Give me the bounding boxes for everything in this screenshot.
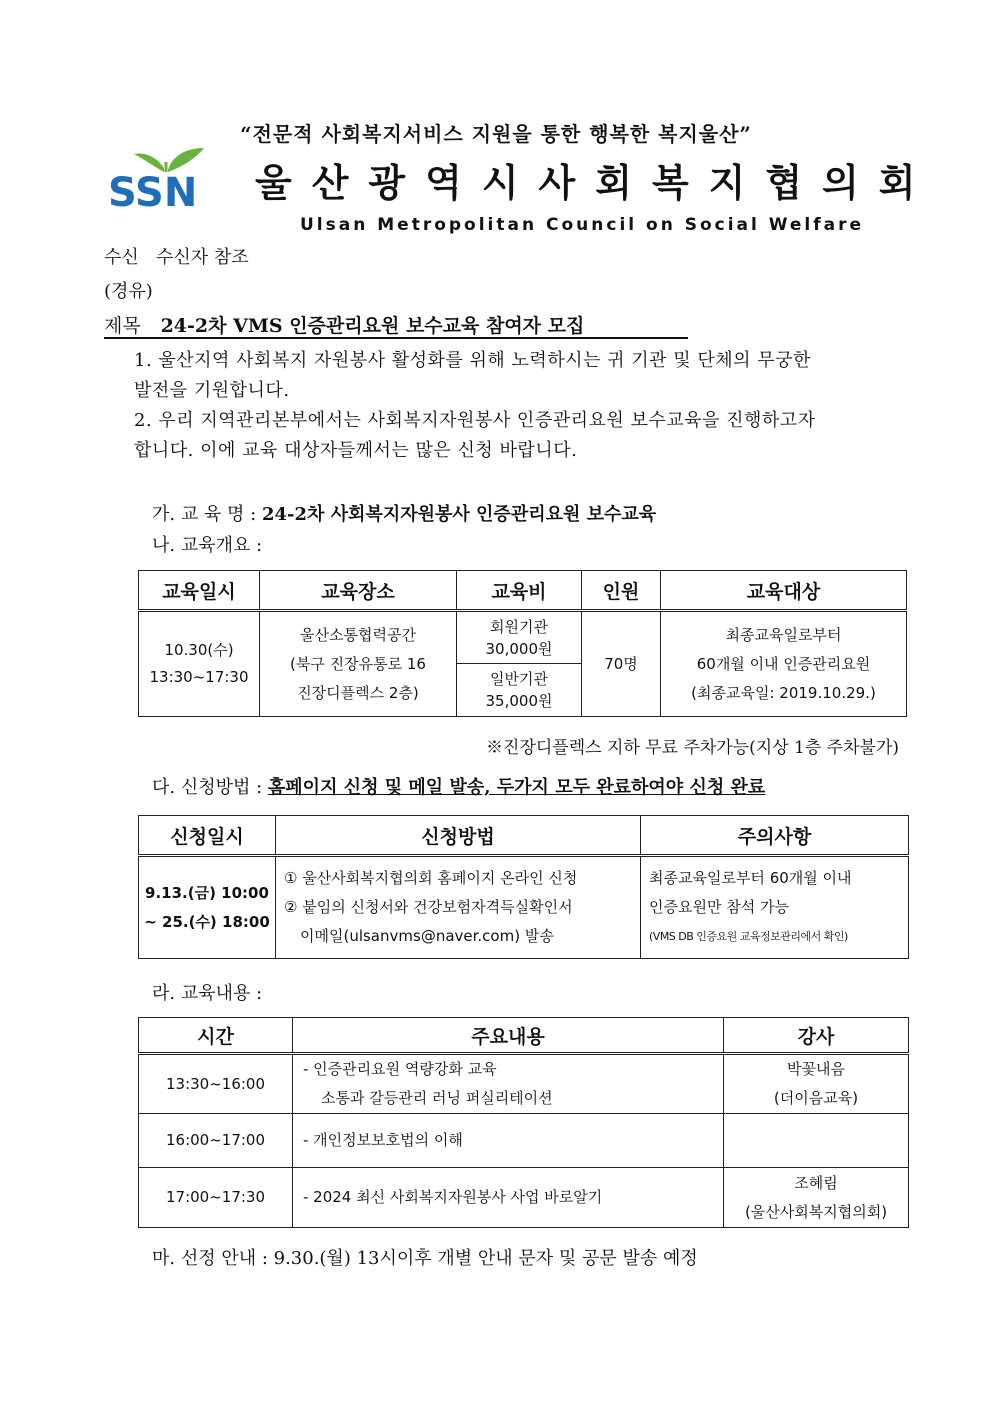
cell-caution [641,856,909,959]
row-content-line-1: - 2024 최신 사회복지자원봉사 사업 바로알기 [303,1188,603,1206]
th-place: 교육장소 [260,571,457,611]
fee-member-label: 회원기관 [490,617,548,636]
th-target: 교육대상 [661,571,907,611]
row-content-line-1: - 인증관리요원 역량강화 교육 [303,1060,497,1078]
place-line-2: (북구 진장유통로 16 [290,654,426,673]
org-name-en: Ulsan Metropolitan Council on Social Welfare [300,215,865,235]
fee-general: 35,000원 [485,692,553,710]
ssn-logo [106,142,214,212]
lecturer-name: 조혜림 [794,1173,838,1192]
row-time: 13:30~16:00 [139,1054,293,1114]
th-date: 교육일시 [139,571,260,611]
recipient-label: 수신 [104,247,139,268]
section-a-label: 가. 교 육 명 : [152,504,257,525]
row-content-line-2: 소통과 갈등관리 러닝 퍼실리테이션 [321,1089,553,1107]
th-caution: 주의사항 [641,816,909,856]
apply-method-3: 이메일(ulsanvms@naver.com) 발송 [300,927,554,945]
row-content [293,1054,724,1114]
table-row [139,1114,909,1168]
lecturer-name: 박꽃내음 [787,1060,845,1078]
overview-table [138,570,907,717]
org-name: 울산광역시사회복지협의회 [255,160,936,205]
paragraph-1-line-1: 1. 울산지역 사회복지 자원봉사 활성화를 위해 노력하시는 귀 기관 및 단체의 무궁한 [134,350,811,371]
edu-date: 10.30(수) [164,641,234,659]
recipient-value: 수신자 참조 [155,247,249,268]
paragraph-1 [134,346,904,406]
slogan: “전문적 사회복지서비스 지원을 통한 행복한 복지울산” [240,122,752,146]
section-a [152,500,656,526]
section-c-value: 홈페이지 신청 및 메일 발송, 두가지 모두 완료하여야 신청 완료 [267,777,766,798]
target-line-2: 60개월 이내 인증관리요원 [696,654,871,673]
row-time: 17:00~17:30 [139,1168,293,1228]
th-time: 시간 [139,1018,293,1054]
caution-line-3: (VMS DB 인증요원 교육정보관리에서 확인) [649,930,848,943]
caution-line-2: 인증요원만 참석 가능 [649,898,789,916]
th-apply-method: 신청방법 [276,816,641,856]
row-content-line-1: - 개인정보보호법의 이해 [303,1131,463,1149]
paragraph-2-line-2: 합니다. 이에 교육 대상자들께서는 많은 신청 바랍니다. [134,440,578,461]
cell-fee-member [457,611,582,664]
cell-capacity: 70명 [582,611,661,717]
paragraph-2 [134,406,904,466]
section-c-label: 다. 신청방법 : [152,777,263,798]
section-c [152,773,765,799]
subject: 24-2차 VMS 인증관리요원 보수교육 참여자 모집 [160,315,585,337]
row-content [293,1114,724,1168]
leaf-icon [106,142,214,212]
fee-member: 30,000원 [485,639,553,658]
cell-target [661,611,907,717]
apply-period-end: ~ 25.(수) 18:00 [144,912,270,931]
th-lecturer: 강사 [724,1018,909,1054]
cell-apply-method [276,856,641,959]
section-e: 마. 선정 안내 : 9.30.(월) 13시이후 개별 안내 문자 및 공문 발송 예정 [152,1248,698,1269]
cell-apply-period [139,856,276,959]
th-content: 주요내용 [293,1018,724,1054]
row-lecturer [724,1168,909,1228]
section-d-label: 라. 교육내용 : [152,983,263,1004]
cell-place [260,611,457,717]
apply-table [138,815,909,959]
lecturer-org: (울산사회복지협의회) [744,1202,888,1221]
apply-method-2: ② 붙임의 신청서와 건강보험자격득실확인서 [284,898,573,916]
row-content [293,1168,724,1228]
subject-label: 제목 [104,315,141,337]
paragraph-1-line-2: 발전을 기원합니다. [134,380,290,401]
th-capacity: 인원 [582,571,661,611]
cell-datetime [139,611,260,717]
place-line-1: 울산소통협력공간 [300,625,416,644]
cell-fee-general [457,664,582,717]
content-table [138,1017,909,1228]
logo-text: SSN [108,170,198,212]
lecturer-org: (더이음교육) [773,1089,859,1107]
edu-time: 13:30~17:30 [149,668,249,686]
subject-row [104,311,584,338]
row-lecturer [724,1054,909,1114]
section-b-label: 나. 교육개요 : [152,535,263,556]
fee-general-label: 일반기관 [490,670,548,688]
parking-note: ※진장디플렉스 지하 무료 주차가능(지상 1층 주차불가) [486,738,899,758]
place-line-3: 진장디플렉스 2층) [297,683,419,702]
caution-line-1: 최종교육일로부터 60개월 이내 [649,869,852,887]
section-a-value: 24-2차 사회복지자원봉사 인증관리요원 보수교육 [261,504,657,525]
row-lecturer [724,1114,909,1168]
th-apply-period: 신청일시 [139,816,276,856]
title-divider [104,337,688,339]
via: (경유) [104,281,153,302]
table-row [139,1054,909,1114]
target-line-3: (최종교육일: 2019.10.29.) [691,683,876,702]
paragraph-2-line-1: 2. 우리 지역관리본부에서는 사회복지자원봉사 인증관리요원 보수교육을 진행하고자 [134,410,816,431]
row-time: 16:00~17:00 [139,1114,293,1168]
apply-method-1: ① 울산사회복지협의회 홈페이지 온라인 신청 [284,869,578,887]
apply-period-start: 9.13.(금) 10:00 [145,883,269,902]
th-fee: 교육비 [457,571,582,611]
target-line-1: 최종교육일로부터 [725,625,842,644]
recipient-row [104,243,249,269]
table-row [139,1168,909,1228]
